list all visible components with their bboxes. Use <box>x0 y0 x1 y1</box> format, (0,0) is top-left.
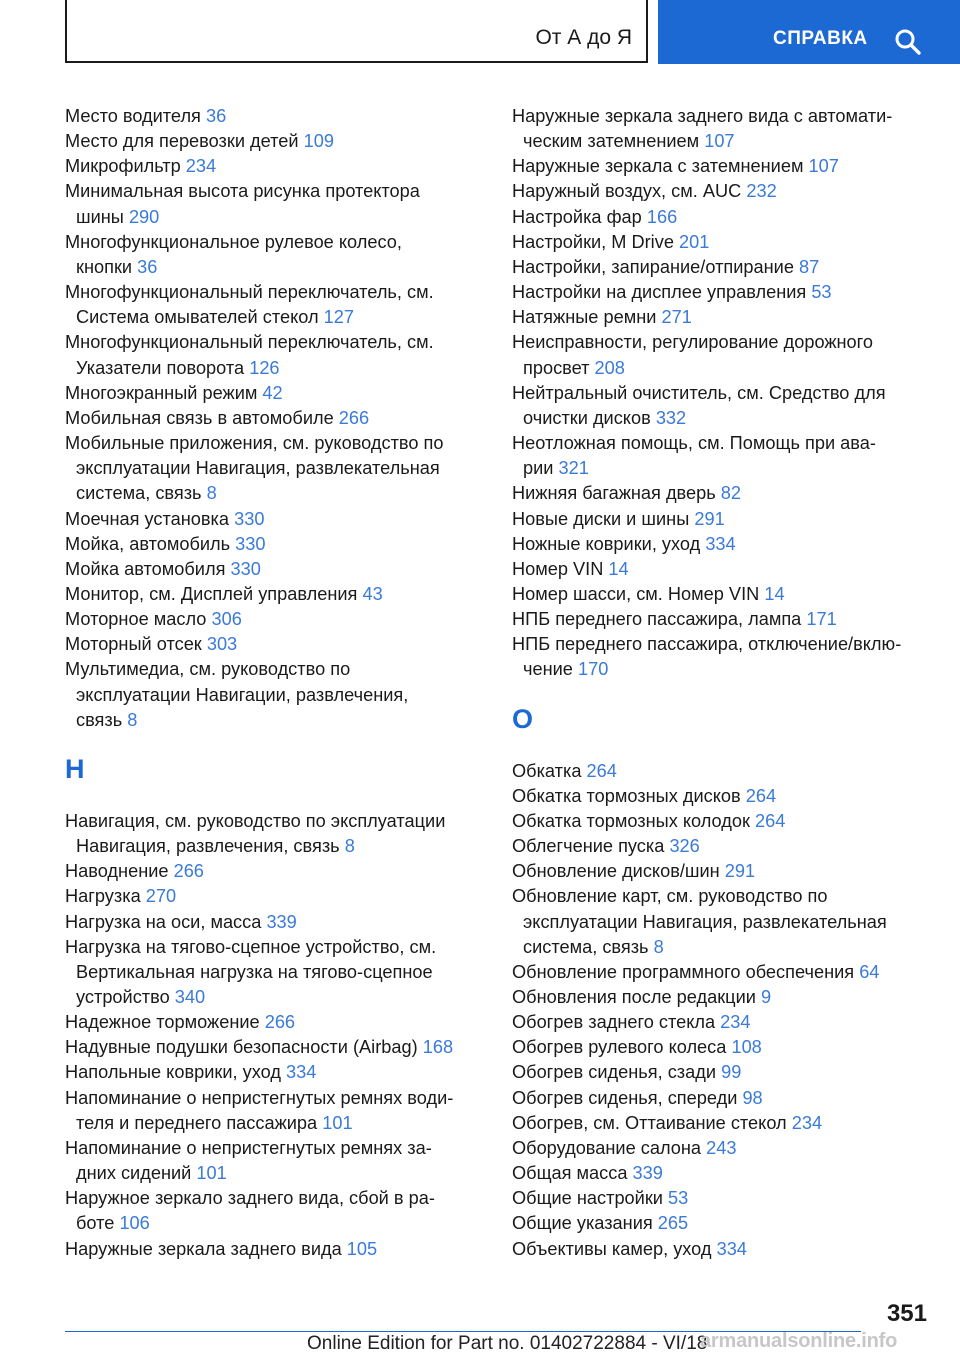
tab-a-to-z-label: От А до Я <box>535 26 632 49</box>
index-entry <box>65 1237 475 1262</box>
index-entry-text: Номер шасси, см. Номер VIN <box>512 583 760 604</box>
page-link[interactable]: 264 <box>755 810 786 831</box>
page-link[interactable]: 243 <box>706 1137 737 1158</box>
index-entry-text: Наводнение <box>65 861 169 882</box>
page-link[interactable]: 99 <box>721 1062 742 1083</box>
index-entry-text: Наружные зеркала с затемнением <box>512 156 804 177</box>
index-entry <box>65 431 475 506</box>
index-entry-text: дних сидений <box>76 1163 192 1184</box>
page-link[interactable]: 306 <box>211 609 242 630</box>
index-entry-text: Обогрев, см. Оттаивание стекол <box>512 1112 787 1133</box>
index-entry-text: Настройки, M Drive <box>512 231 674 252</box>
index-entry <box>65 104 475 129</box>
index-entry-text: Нагрузка на оси, масса <box>65 911 262 932</box>
index-entry-text: теля и переднего пассажира <box>76 1112 318 1133</box>
page-link[interactable]: 127 <box>323 307 354 328</box>
index-entry-text: Обогрев сиденья, сзади <box>512 1062 717 1083</box>
index-entry <box>512 1086 932 1111</box>
index-entry <box>512 205 932 230</box>
index-entry <box>512 179 932 204</box>
index-entry <box>512 834 932 859</box>
index-entry <box>512 381 932 431</box>
page-link[interactable]: 271 <box>661 307 692 328</box>
page-link[interactable]: 330 <box>235 533 266 554</box>
index-entry <box>512 985 932 1010</box>
index-entry <box>512 1237 932 1262</box>
page-link[interactable]: 87 <box>799 256 820 277</box>
index-entry <box>65 582 475 607</box>
index-entry-text: Микрофильтр <box>65 156 181 177</box>
index-entry-text: Нагрузка на тягово-сцепное устройство, см. <box>65 936 437 957</box>
index-entry-text: Оборудование салона <box>512 1137 702 1158</box>
page-link[interactable]: 43 <box>362 583 383 604</box>
page-link[interactable]: 234 <box>185 156 217 177</box>
index-entry <box>65 935 475 1010</box>
index-entry-text: Обогрев заднего стекла <box>512 1012 716 1033</box>
page-link[interactable]: 339 <box>266 911 297 932</box>
index-entry <box>65 532 475 557</box>
index-entry <box>512 1211 932 1236</box>
index-entry-text: Надежное торможение <box>65 1012 260 1033</box>
page-link[interactable]: 264 <box>745 785 777 806</box>
index-entry <box>512 255 932 280</box>
page-link[interactable]: 8 <box>344 836 355 857</box>
page-link[interactable]: 106 <box>119 1213 150 1234</box>
index-entry-text: Обновление дисков/шин <box>512 861 720 882</box>
index-entry <box>65 1060 475 1085</box>
index-entry-text: Нагрузка <box>65 886 141 907</box>
page-link[interactable]: 107 <box>808 156 839 177</box>
page-link[interactable]: 332 <box>655 407 687 428</box>
index-entry-text: Напоминание о непристегнутых ремнях води- <box>65 1087 454 1108</box>
page-link[interactable]: 14 <box>608 558 629 579</box>
index-entry-text: Моечная установка <box>65 508 230 529</box>
page-link[interactable]: 234 <box>791 1112 823 1133</box>
section-letter: О <box>512 703 534 734</box>
index-entry <box>512 884 932 959</box>
page-link[interactable]: 42 <box>262 382 283 403</box>
index-entry <box>65 381 475 406</box>
index-entry <box>65 1010 475 1035</box>
page-link[interactable]: 107 <box>704 131 735 152</box>
index-entry <box>512 784 932 809</box>
index-entry <box>512 1161 932 1186</box>
index-entry <box>512 607 932 632</box>
page-link[interactable]: 290 <box>128 206 160 227</box>
index-entry <box>512 1136 932 1161</box>
index-entry-text: Номер VIN <box>512 558 604 579</box>
index-entry <box>65 607 475 632</box>
index-entry <box>65 1136 475 1186</box>
page-link[interactable]: 108 <box>731 1037 762 1058</box>
page-link[interactable]: 330 <box>230 558 261 579</box>
page-link[interactable]: 36 <box>205 106 227 126</box>
index-entry <box>65 809 475 859</box>
page-link[interactable]: 266 <box>173 861 204 882</box>
index-entry <box>512 280 932 305</box>
page-link[interactable]: 36 <box>137 256 158 277</box>
index-entry-text: Наружные зеркала заднего вида <box>65 1238 342 1259</box>
page-link[interactable]: 171 <box>806 609 837 630</box>
page-link[interactable]: 109 <box>303 131 334 152</box>
index-entry-text: Обновления после редакции <box>512 987 756 1007</box>
index-entry-text: Общие указания <box>512 1213 653 1234</box>
page-link[interactable]: 201 <box>679 231 710 252</box>
index-entry-text: шины <box>76 206 124 227</box>
page-link[interactable]: 321 <box>558 458 589 479</box>
footer-edition-text: Online Edition for Part no. 01402722884 - VI/18 <box>307 1333 708 1354</box>
page-link[interactable]: 53 <box>811 282 832 303</box>
page-link[interactable]: 291 <box>724 861 756 882</box>
page-link[interactable]: 105 <box>346 1238 378 1259</box>
page-link[interactable]: 334 <box>705 533 736 554</box>
page-number: 351 <box>886 1300 927 1327</box>
index-entry <box>65 129 475 154</box>
index-entry-text: Многоэкранный режим <box>65 382 258 403</box>
index-entry <box>512 507 932 532</box>
index-entry-text: Многофункциональный переключатель, см. <box>65 332 434 353</box>
page-link[interactable]: 64 <box>859 961 880 982</box>
index-entry <box>65 1186 475 1236</box>
index-entry-text: боте <box>76 1213 115 1234</box>
index-entry <box>65 330 475 380</box>
search-icon[interactable] <box>894 28 922 56</box>
index-entry-text: Неисправности, регулирование дорожного <box>512 332 874 353</box>
index-entry-text: Моторное масло <box>65 609 207 630</box>
page-link[interactable]: 334 <box>716 1238 747 1259</box>
index-entry <box>512 859 932 884</box>
page-link[interactable]: 8 <box>127 709 138 730</box>
index-entry-text: Натяжные ремни <box>512 307 657 328</box>
index-entry-text: устройство <box>76 987 170 1007</box>
index-entry <box>65 910 475 935</box>
index-entry-text: Нижняя багажная дверь <box>512 483 716 504</box>
index-entry-text: Наружное зеркало заднего вида, сбой в ра- <box>65 1188 435 1209</box>
page-link[interactable]: 168 <box>422 1037 454 1058</box>
index-entry <box>512 557 932 582</box>
index-entry-text: Обкатка <box>512 760 582 781</box>
index-entry-text: Многофункциональный переключатель, см. <box>65 282 434 303</box>
index-entry-text: просвет <box>523 357 590 378</box>
page-link[interactable]: 8 <box>206 483 217 504</box>
index-entry-text: Мобильная связь в автомобиле <box>65 407 334 428</box>
page-link[interactable]: 101 <box>196 1163 227 1184</box>
tab-a-to-z[interactable] <box>65 0 648 63</box>
index-entry-text: Указатели поворота <box>76 357 245 378</box>
index-entry-text: Многофункциональное рулевое колесо, <box>65 231 402 252</box>
index-entry-text: Вертикальная нагрузка на тягово-сцепное <box>76 961 433 982</box>
index-entry <box>512 230 932 255</box>
index-entry-text: Общие настройки <box>512 1188 663 1209</box>
page-link[interactable]: 303 <box>206 634 238 655</box>
index-entry-text: Моторный отсек <box>65 634 202 655</box>
index-entry-text: ческим затемнением <box>523 131 700 152</box>
header <box>0 0 960 66</box>
index-entry-text: очистки дисков <box>523 407 651 428</box>
index-entry <box>512 330 932 380</box>
index-entry <box>65 859 475 884</box>
index-entry <box>512 809 932 834</box>
page-link[interactable]: 53 <box>668 1188 689 1209</box>
index-entry-text: Минимальная высота рисунка протектора <box>65 181 420 202</box>
index-entry <box>65 280 475 330</box>
index-entry <box>512 305 932 330</box>
index-entry-text: эксплуатации Навигация, развлекательная <box>523 911 887 932</box>
index-entry-text: Мобильные приложения, см. руководство по <box>65 433 444 454</box>
index-entry <box>65 1086 475 1136</box>
index-entry-text: Место для перевозки детей <box>65 131 299 152</box>
index-entry-text: Надувные подушки безопасности (Airbag) <box>65 1037 418 1058</box>
index-entry <box>65 230 475 280</box>
page-link[interactable]: 232 <box>746 181 777 202</box>
page-link[interactable]: 14 <box>764 583 785 604</box>
index-entry <box>512 154 932 179</box>
index-entry <box>512 960 932 985</box>
page-link[interactable]: 334 <box>286 1062 317 1083</box>
page-link[interactable]: 330 <box>234 508 265 529</box>
page-link[interactable]: 234 <box>720 1012 751 1033</box>
index-entry <box>512 431 932 481</box>
index-entry-text: Мойка автомобиля <box>65 558 226 579</box>
index-entry-text: Наружный воздух, см. AUC <box>512 181 742 202</box>
index-entry-text: Обогрев сиденья, спереди <box>512 1087 738 1108</box>
index-entry-text: связь <box>76 709 123 730</box>
page-link[interactable]: 266 <box>338 407 370 428</box>
page-link[interactable]: 326 <box>669 836 700 857</box>
index-entry <box>65 507 475 532</box>
page-link[interactable]: 291 <box>694 508 725 529</box>
index-entry <box>512 104 932 154</box>
index-entry-text: Обновление программного обеспечения <box>512 961 855 982</box>
page-link[interactable]: 9 <box>760 987 772 1007</box>
index-entry-text: Напольные коврики, уход <box>65 1062 281 1083</box>
index-entry-text: Система омывателей стекол <box>76 307 319 328</box>
index-entry <box>512 582 932 607</box>
index-entry-text: Общая масса <box>512 1163 628 1184</box>
index-entry <box>65 657 475 732</box>
index-entry <box>65 179 475 229</box>
section-letter: Н <box>65 753 85 784</box>
index-entry-text: Мойка, автомобиль <box>65 533 231 554</box>
index-entry <box>512 1111 932 1136</box>
index-entry-text: НПБ переднего пассажира, лампа <box>512 609 802 630</box>
index-entry-text: Настройка фар <box>512 206 642 227</box>
index-entry-text: чение <box>523 659 573 680</box>
index-entry-text: Ножные коврики, уход <box>512 533 701 554</box>
index-entry <box>512 481 932 506</box>
page-link[interactable]: 270 <box>145 886 177 907</box>
page-link[interactable]: 82 <box>720 483 742 504</box>
index-column-right <box>512 104 932 1262</box>
index-entry-text: Место водителя <box>65 106 201 126</box>
tab-reference-label: СПРАВКА <box>773 28 868 49</box>
index-entry-text: Неотложная помощь, см. Помощь при ава- <box>512 433 876 454</box>
index-entry-text: Обогрев рулевого колеса <box>512 1037 727 1058</box>
index-entry-text: Обкатка тормозных дисков <box>512 785 741 806</box>
index-entry-text: система, связь <box>523 936 649 957</box>
index-entry-text: Мультимедиа, см. руководство по <box>65 659 351 680</box>
index-entry <box>65 1035 475 1060</box>
index-entry-text: Настройки на дисплее управления <box>512 282 807 303</box>
page-link[interactable]: 340 <box>174 987 206 1007</box>
page-link[interactable]: 208 <box>594 357 625 378</box>
index-entry-text: Монитор, см. Дисплей управления <box>65 583 358 604</box>
index-entry-text: Обкатка тормозных колодок <box>512 810 750 831</box>
index-entry-text: Облегчение пуска <box>512 836 665 857</box>
footer-watermark: armanualsonline.info <box>700 1330 898 1352</box>
page-link[interactable]: 8 <box>653 936 664 957</box>
index-entry-text: кнопки <box>76 256 133 277</box>
index-entry-text: Нейтральный очиститель, см. Средство для <box>512 382 886 403</box>
page-link[interactable]: 170 <box>577 659 609 680</box>
index-entry <box>65 884 475 909</box>
index-entry <box>512 1035 932 1060</box>
index-entry-text: Наружные зеркала заднего вида с автомати- <box>512 106 893 126</box>
index-entry <box>512 632 932 682</box>
index-entry <box>512 1186 932 1211</box>
index-column-left <box>65 104 475 1262</box>
index-entry <box>512 1060 932 1085</box>
page-link[interactable]: 98 <box>742 1087 763 1108</box>
index-entry-text: Объективы камер, уход <box>512 1238 712 1259</box>
index-entry <box>65 154 475 179</box>
page-link[interactable]: 265 <box>657 1213 689 1234</box>
page-link[interactable]: 166 <box>646 206 678 227</box>
index-entry-text: Обновление карт, см. руководство по <box>512 886 828 907</box>
index-entry-text: система, связь <box>76 483 202 504</box>
page-link[interactable]: 339 <box>632 1163 663 1184</box>
index-entry-text: эксплуатации Навигация, развлекательная <box>76 458 440 479</box>
page-link[interactable]: 101 <box>322 1112 353 1133</box>
index-entry-text: Навигация, см. руководство по эксплуатации <box>65 810 446 831</box>
index-entry <box>65 406 475 431</box>
index-entry-text: Напоминание о непристегнутых ремнях за- <box>65 1137 432 1158</box>
index-entry-text: Навигация, развлечения, связь <box>76 836 340 857</box>
index-entry <box>512 1010 932 1035</box>
index-entry <box>512 759 932 784</box>
index-entry-text: НПБ переднего пассажира, отключение/вклю- <box>512 634 902 655</box>
index-entry <box>512 532 932 557</box>
page-link[interactable]: 126 <box>249 357 280 378</box>
page-link[interactable]: 266 <box>264 1012 296 1033</box>
index-entry-text: эксплуатации Навигации, развлечения, <box>76 684 409 705</box>
index-entry <box>65 632 475 657</box>
index-entry-text: Новые диски и шины <box>512 508 690 529</box>
index-entry <box>65 557 475 582</box>
tab-reference[interactable] <box>658 0 960 64</box>
index-entry-text: Настройки, запирание/отпирание <box>512 256 794 277</box>
index-entry-text: рии <box>523 458 554 479</box>
page-link[interactable]: 264 <box>586 760 617 781</box>
